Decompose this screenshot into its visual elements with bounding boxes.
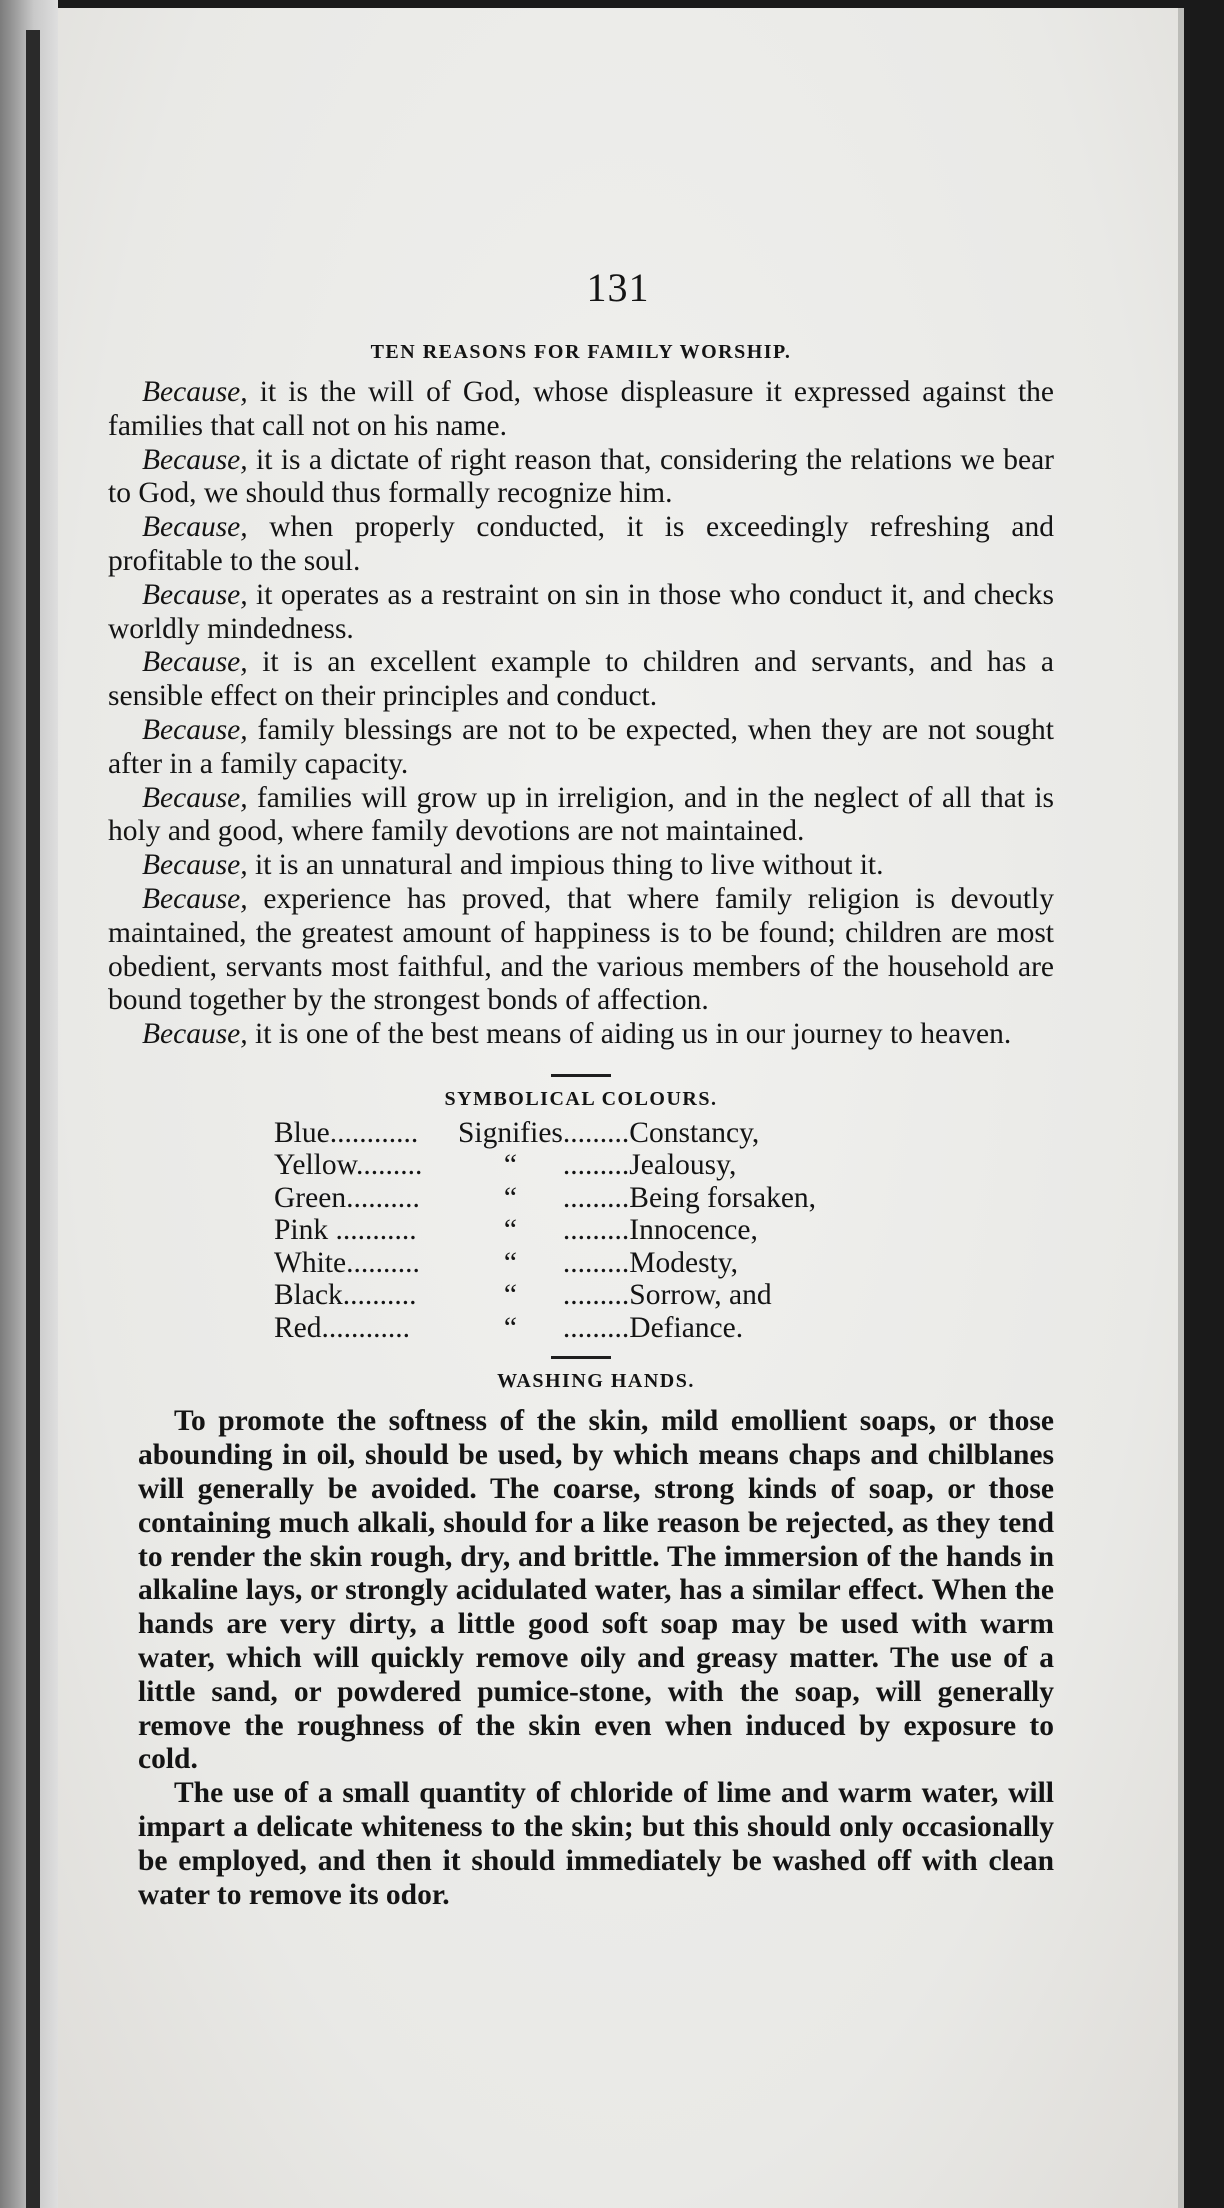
reason-lead: Because, (142, 882, 248, 915)
reason-paragraph (108, 1018, 1054, 1052)
book-page (58, 8, 1184, 2208)
colour-meaning: .........Being forsaken, (562, 1181, 817, 1214)
reason-text: it is an unnatural and impious thing to live without it. (247, 849, 884, 882)
family-worship-section (108, 338, 1054, 1052)
reason-paragraph (108, 511, 1054, 579)
colour-name: White.......... (274, 1246, 420, 1279)
section-divider (551, 1074, 611, 1077)
colour-name: Yellow......... (274, 1149, 423, 1182)
colour-signifies: “ (503, 1214, 517, 1247)
reason-lead: Because, (142, 781, 248, 814)
colour-signifies: “ (503, 1246, 517, 1279)
reason-paragraph (108, 579, 1054, 647)
reason-paragraph (108, 883, 1054, 1018)
reason-paragraph (108, 782, 1054, 850)
colour-name: Blue............ (274, 1116, 419, 1149)
colour-row (274, 1312, 816, 1345)
washing-hands-section (138, 1367, 1054, 1912)
reason-lead: Because, (142, 713, 248, 746)
book-binding-edge (26, 30, 40, 2208)
washing-hands-heading: WASHING HANDS. (497, 1370, 695, 1393)
reason-text: it is the will of God, whose displeasure it expressed against the families that call not on his name. (108, 376, 1054, 442)
colour-name: Red............ (274, 1311, 411, 1344)
colour-signifies: “ (503, 1279, 517, 1312)
colour-row (274, 1117, 816, 1150)
colour-signifies: “ (503, 1181, 517, 1214)
reason-paragraph (108, 849, 1054, 883)
colour-row (274, 1149, 816, 1182)
reason-text: families will grow up in irreligion, and in the neglect of all that is holy and good, where family devotions are not maintained. (108, 781, 1054, 848)
colour-name: Pink ........... (274, 1214, 417, 1247)
reason-paragraph (108, 444, 1054, 512)
colour-meaning: .........Jealousy, (562, 1149, 737, 1182)
reason-lead: Because, (142, 849, 248, 882)
page-number: 131 (586, 265, 650, 310)
reason-paragraph (108, 714, 1054, 782)
colour-meaning: .........Sorrow, and (562, 1279, 772, 1312)
colour-name: Black.......... (274, 1279, 417, 1312)
washing-paragraph: To promote the softness of the skin, mild emollient soaps, or those abounding in oil, should be used, by which means chaps and chilblanes will generally be avoided. The coarse, strong kinds of soap, or those containing much alkali, should for a like reason be rejected, as they tend to render the skin rough, dry, and brittle. The immersion of the hands in alkaline lays, or strongly acidulated water, has a similar effect. When the hands are very dirty, a little good soft soap may be used with warm water, which will quickly remove oily and greasy matter. The use of a little sand, or powdered pumice-stone, with the soap, will generally remove the roughness of the skin even when induced by exposure to cold. (138, 1405, 1054, 1776)
reason-lead: Because, (142, 443, 248, 476)
section-divider (551, 1356, 611, 1359)
page-content (108, 338, 1054, 1912)
colour-row (274, 1182, 816, 1215)
reason-text: experience has proved, that where family religion is devoutly maintained, the greatest amount of happiness is to be found; children are most obedient, servants most faithful, and the various members of the household are bound together by the strongest bonds of affection. (108, 882, 1054, 1017)
colour-meaning: .........Constancy, (562, 1116, 760, 1149)
colours-table (274, 1117, 816, 1345)
colour-meaning: .........Defiance. (562, 1311, 744, 1344)
colour-row (274, 1247, 816, 1280)
reason-paragraph (108, 376, 1054, 444)
colour-meaning: .........Modesty, (562, 1246, 738, 1279)
colour-row (274, 1214, 816, 1247)
reason-text: it is one of the best means of aiding us in our journey to heaven. (247, 1018, 1012, 1051)
reason-lead: Because, (142, 578, 248, 611)
reasons-list (108, 376, 1054, 1052)
reason-text: it operates as a restraint on sin in those who conduct it, and checks worldly mindedness. (108, 578, 1054, 645)
colour-signifies: “ (503, 1311, 517, 1344)
reason-text: family blessings are not to be expected, when they are not sought after in a family capacity. (108, 713, 1054, 780)
colour-meaning: .........Innocence, (562, 1214, 758, 1247)
colour-signifies: “ (503, 1149, 517, 1182)
reason-lead: Because, (142, 646, 248, 679)
colour-name: Green.......... (274, 1181, 420, 1214)
reason-lead: Because, (142, 1018, 248, 1051)
reason-text: when properly conducted, it is exceedingly refreshing and profitable to the soul. (108, 511, 1054, 577)
reason-paragraph (108, 646, 1054, 714)
reason-lead: Because, (142, 376, 248, 408)
family-worship-heading: TEN REASONS FOR FAMILY WORSHIP. (370, 341, 792, 363)
symbolical-colours-section (108, 1085, 1054, 1345)
reason-lead: Because, (142, 511, 248, 544)
colour-row (274, 1279, 816, 1312)
reason-text: it is a dictate of right reason that, considering the relations we bear to God, we should thus formally recognize him. (108, 443, 1054, 510)
reason-text: it is an excellent example to children and servants, and has a sensible effect on their principles and conduct. (108, 646, 1054, 713)
symbolical-colours-heading: SYMBOLICAL COLOURS. (444, 1087, 718, 1110)
colour-signifies: Signifies (458, 1116, 563, 1149)
washing-paragraph: The use of a small quantity of chloride of lime and warm water, will impart a delicate whiteness to the skin; but this should only occasionally be employed, and then it should immediately be washed off with clean water to remove its odor. (138, 1777, 1054, 1911)
